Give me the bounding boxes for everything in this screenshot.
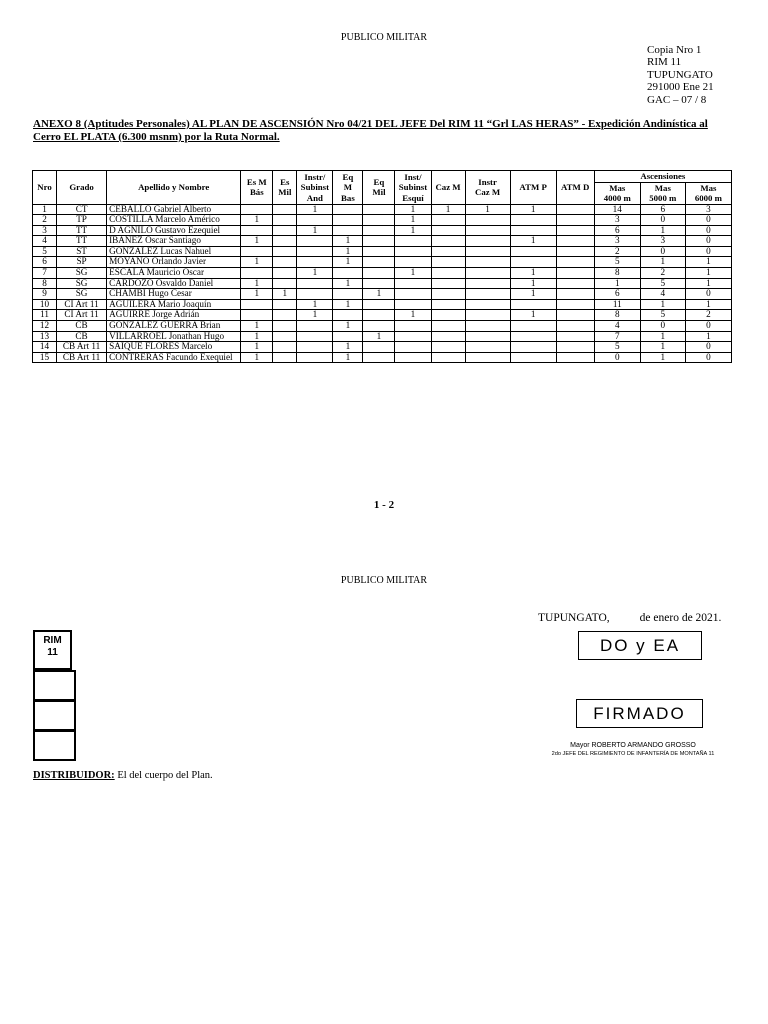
- table-cell: 0: [685, 236, 731, 247]
- table-cell: [465, 299, 510, 310]
- table-cell: [510, 342, 556, 353]
- table-cell: [431, 342, 465, 353]
- table-cell: [297, 236, 333, 247]
- cell-name: VILLARROEL Jonathan Hugo: [107, 331, 241, 342]
- table-cell: [465, 268, 510, 279]
- table-cell: 1: [640, 331, 685, 342]
- header-mas-6000: Mas 6000 m: [685, 182, 731, 204]
- table-row: [33, 299, 732, 310]
- cell-name: D AGNILO Gustavo Ezequiel: [107, 225, 241, 236]
- header-inst-esqui: Inst/ Subinst Esquí: [395, 171, 431, 205]
- table-cell: 1: [333, 342, 363, 353]
- table-cell: 1: [510, 236, 556, 247]
- table-cell: 1: [510, 204, 556, 215]
- table-cell: 1: [241, 257, 273, 268]
- table-cell: [363, 236, 395, 247]
- table-cell: 1: [363, 289, 395, 300]
- table-cell: 0: [640, 321, 685, 332]
- table-cell: [241, 268, 273, 279]
- table-cell: [363, 321, 395, 332]
- copy-line: GAC – 07 / 8: [647, 93, 707, 106]
- table-cell: [241, 310, 273, 321]
- cell-name: IBAÑEZ Oscar Santiago: [107, 236, 241, 247]
- header-instr-caz-m: Instr Caz M: [465, 171, 510, 205]
- table-cell: [333, 310, 363, 321]
- table-cell: [465, 342, 510, 353]
- table-cell: [431, 352, 465, 363]
- table-cell: 7: [33, 268, 57, 279]
- table-cell: [363, 342, 395, 353]
- table-cell: [363, 215, 395, 226]
- table-cell: CB: [57, 321, 107, 332]
- table-cell: 0: [685, 352, 731, 363]
- table-cell: [273, 352, 297, 363]
- table-row: [33, 257, 732, 268]
- header-instr-and: Instr/ Subinst And: [297, 171, 333, 205]
- table-cell: [431, 310, 465, 321]
- cell-name: CONTRERAS Facundo Exequiel: [107, 352, 241, 363]
- distribution: [33, 770, 213, 781]
- table-cell: [556, 236, 594, 247]
- table-cell: [333, 289, 363, 300]
- table-cell: [395, 352, 431, 363]
- table-cell: [273, 246, 297, 257]
- table-cell: 1: [333, 257, 363, 268]
- table-cell: [556, 215, 594, 226]
- table-cell: 1: [363, 331, 395, 342]
- table-cell: [241, 204, 273, 215]
- table-cell: [556, 225, 594, 236]
- stamp-do-y-ea: DO y EA: [578, 631, 702, 660]
- distribution-box: [33, 670, 76, 701]
- table-cell: 2: [33, 215, 57, 226]
- table-cell: [363, 299, 395, 310]
- table-cell: [395, 331, 431, 342]
- table-cell: [465, 215, 510, 226]
- table-cell: CT: [57, 204, 107, 215]
- table-cell: 14: [594, 204, 640, 215]
- table-cell: 1: [297, 204, 333, 215]
- table-cell: [431, 246, 465, 257]
- table-row: [33, 246, 732, 257]
- table-cell: [241, 246, 273, 257]
- table-cell: 1: [685, 257, 731, 268]
- table-cell: [297, 215, 333, 226]
- table-cell: 6: [594, 289, 640, 300]
- table-cell: 1: [395, 225, 431, 236]
- table-cell: CB Art 11: [57, 342, 107, 353]
- table-row: [33, 331, 732, 342]
- table-cell: 1: [640, 299, 685, 310]
- table-cell: 13: [33, 331, 57, 342]
- table-cell: 3: [594, 215, 640, 226]
- table-cell: 1: [241, 278, 273, 289]
- table-cell: 3: [594, 236, 640, 247]
- table-cell: [465, 236, 510, 247]
- copy-block: [647, 44, 714, 106]
- table-cell: [363, 257, 395, 268]
- table-cell: [465, 257, 510, 268]
- header-es-m-bas: Es M Bás: [241, 171, 273, 205]
- distribution-box-rim: RIM 11: [33, 630, 72, 670]
- table-cell: 1: [297, 299, 333, 310]
- table-row: [33, 215, 732, 226]
- table-cell: [395, 299, 431, 310]
- table-cell: 12: [33, 321, 57, 332]
- table-cell: 1: [395, 204, 431, 215]
- table-cell: [431, 299, 465, 310]
- table-cell: 0: [685, 342, 731, 353]
- table-cell: [510, 321, 556, 332]
- aptitudes-table: [32, 170, 732, 363]
- table-cell: [363, 246, 395, 257]
- table-cell: [273, 257, 297, 268]
- table-cell: [431, 268, 465, 279]
- table-cell: [510, 352, 556, 363]
- table-cell: 1: [510, 310, 556, 321]
- table-cell: 0: [685, 215, 731, 226]
- table-cell: [510, 331, 556, 342]
- table-cell: [241, 225, 273, 236]
- table-cell: [273, 331, 297, 342]
- table-cell: 1: [510, 268, 556, 279]
- header-nombre: Apellido y Nombre: [107, 171, 241, 205]
- table-cell: [297, 257, 333, 268]
- table-cell: 4: [640, 289, 685, 300]
- table-cell: [465, 321, 510, 332]
- table-cell: TT: [57, 236, 107, 247]
- table-cell: [333, 215, 363, 226]
- table-cell: 3: [685, 204, 731, 215]
- table-cell: [431, 331, 465, 342]
- table-cell: 1: [640, 352, 685, 363]
- table-cell: 1: [640, 342, 685, 353]
- table-cell: 5: [33, 246, 57, 257]
- table-cell: [395, 321, 431, 332]
- table-cell: 1: [241, 215, 273, 226]
- header-eq-m-bas: Eq M Bas: [333, 171, 363, 205]
- cell-name: CEBALLO Gabriel Alberto: [107, 204, 241, 215]
- table-cell: 1: [431, 204, 465, 215]
- table-cell: 11: [594, 299, 640, 310]
- table-cell: 1: [685, 278, 731, 289]
- table-row: [33, 204, 732, 215]
- copy-line: RIM 11: [647, 56, 682, 69]
- table-cell: [556, 352, 594, 363]
- table-cell: [556, 331, 594, 342]
- table-cell: [431, 215, 465, 226]
- header-atm-p: ATM P: [510, 171, 556, 205]
- table-cell: 0: [594, 352, 640, 363]
- table-cell: 1: [297, 225, 333, 236]
- table-cell: [510, 257, 556, 268]
- table-row: [33, 278, 732, 289]
- cell-name: SAIQUE FLORES Marcelo: [107, 342, 241, 353]
- table-cell: 1: [510, 278, 556, 289]
- table-cell: [297, 321, 333, 332]
- table-cell: 5: [594, 257, 640, 268]
- header-es-mil: Es Mil: [273, 171, 297, 205]
- table-cell: [363, 310, 395, 321]
- table-cell: TP: [57, 215, 107, 226]
- copy-line: TUPUNGATO: [647, 68, 713, 81]
- table-cell: 8: [33, 278, 57, 289]
- table-cell: 1: [594, 278, 640, 289]
- annex-title: ANEXO 8 (Aptitudes Personales) AL PLAN DE ASCENSIÓN Nro 04/21 DEL JEFE Del RIM 11 “Grl LAS HERAS” - Expedición Andinística al Cerro EL PLATA (6.300 msnm) por la Ruta Normal.: [33, 118, 708, 143]
- page-number: 1 - 2: [373, 499, 395, 511]
- table-cell: [431, 278, 465, 289]
- signer-name: Mayor ROBERTO ARMANDO GROSSO: [570, 742, 696, 749]
- table-cell: 14: [33, 342, 57, 353]
- table-cell: [556, 342, 594, 353]
- table-cell: [363, 278, 395, 289]
- table-row: [33, 342, 732, 353]
- table-cell: [333, 225, 363, 236]
- table-cell: 1: [333, 321, 363, 332]
- table-row: [33, 289, 732, 300]
- table-cell: 0: [640, 215, 685, 226]
- table-cell: [333, 268, 363, 279]
- distribution-text: El del cuerpo del Plan.: [114, 770, 213, 781]
- table-cell: [556, 299, 594, 310]
- table-cell: [297, 289, 333, 300]
- table-cell: [363, 204, 395, 215]
- header-caz-m: Caz M: [431, 171, 465, 205]
- table-cell: 1: [685, 331, 731, 342]
- table-cell: 1: [685, 268, 731, 279]
- table-cell: [556, 204, 594, 215]
- table-cell: 1: [333, 352, 363, 363]
- table-cell: [297, 342, 333, 353]
- table-cell: CI Art 11: [57, 299, 107, 310]
- table-cell: [431, 236, 465, 247]
- classification-header: PUBLICO MILITAR: [340, 32, 428, 43]
- copy-line: Copia Nro 1: [647, 44, 702, 56]
- table-cell: 6: [594, 225, 640, 236]
- table-cell: 1: [333, 246, 363, 257]
- table-cell: 1: [465, 204, 510, 215]
- table-cell: [273, 225, 297, 236]
- table-cell: [556, 289, 594, 300]
- table-cell: 5: [640, 310, 685, 321]
- table-cell: [395, 257, 431, 268]
- table-cell: [431, 225, 465, 236]
- date: de enero de 2021.: [639, 612, 722, 624]
- table-cell: [363, 268, 395, 279]
- table-cell: 3: [33, 225, 57, 236]
- table-cell: 2: [685, 310, 731, 321]
- table-cell: [431, 321, 465, 332]
- table-cell: 1: [241, 289, 273, 300]
- table-cell: 1: [33, 204, 57, 215]
- table-cell: [510, 215, 556, 226]
- table-cell: [273, 268, 297, 279]
- cell-name: CHAMBI Hugo Cesar: [107, 289, 241, 300]
- table-cell: [395, 236, 431, 247]
- table-cell: CB Art 11: [57, 352, 107, 363]
- table-cell: 8: [594, 268, 640, 279]
- header-atm-d: ATM D: [556, 171, 594, 205]
- cell-name: GONZALEZ Lucas Nahuel: [107, 246, 241, 257]
- table-row: [33, 268, 732, 279]
- table-cell: [395, 342, 431, 353]
- table-cell: 6: [33, 257, 57, 268]
- table-cell: 9: [33, 289, 57, 300]
- table-cell: [241, 299, 273, 310]
- cell-name: AGUILERA Mario Joaquín: [107, 299, 241, 310]
- cell-name: ESCALA Mauricio Oscar: [107, 268, 241, 279]
- table-cell: [363, 225, 395, 236]
- table-cell: 10: [33, 299, 57, 310]
- table-row: [33, 352, 732, 363]
- table-cell: 1: [241, 331, 273, 342]
- cell-name: COSTILLA Marcelo Américo: [107, 215, 241, 226]
- table-cell: [395, 278, 431, 289]
- header-mas-5000: Mas 5000 m: [640, 182, 685, 204]
- table-cell: 1: [241, 342, 273, 353]
- table-cell: 2: [640, 268, 685, 279]
- table-cell: [465, 310, 510, 321]
- table-cell: 0: [640, 246, 685, 257]
- table-cell: 1: [395, 268, 431, 279]
- table-cell: [510, 225, 556, 236]
- classification-header-2: PUBLICO MILITAR: [340, 575, 428, 586]
- table-cell: 0: [685, 321, 731, 332]
- cell-name: GONZALEZ GUERRA Brian: [107, 321, 241, 332]
- table-cell: [297, 246, 333, 257]
- place: TUPUNGATO,: [538, 612, 610, 624]
- distribution-box: [33, 700, 76, 731]
- table-cell: 1: [241, 352, 273, 363]
- header-nro: Nro: [33, 171, 57, 205]
- table-cell: [273, 299, 297, 310]
- header-grado: Grado: [57, 171, 107, 205]
- table-cell: 1: [685, 299, 731, 310]
- table-cell: [395, 246, 431, 257]
- table-cell: 1: [333, 278, 363, 289]
- table-cell: 0: [685, 225, 731, 236]
- header-eq-mil: Eq Mil: [363, 171, 395, 205]
- table-cell: [333, 331, 363, 342]
- table-cell: [465, 225, 510, 236]
- table-cell: [465, 278, 510, 289]
- table-cell: [556, 310, 594, 321]
- table-cell: [556, 246, 594, 257]
- table-cell: [465, 289, 510, 300]
- table-cell: 1: [241, 236, 273, 247]
- table-cell: 4: [594, 321, 640, 332]
- table-cell: 5: [640, 278, 685, 289]
- table-cell: CI Art 11: [57, 310, 107, 321]
- header-mas-4000: Mas 4000 m: [594, 182, 640, 204]
- table-cell: [556, 321, 594, 332]
- table-cell: [465, 331, 510, 342]
- table-cell: CB: [57, 331, 107, 342]
- table-cell: 7: [594, 331, 640, 342]
- stamp-firmado: FIRMADO: [576, 699, 703, 728]
- table-cell: 1: [297, 268, 333, 279]
- table-cell: 1: [333, 236, 363, 247]
- table-row: [33, 225, 732, 236]
- table-cell: TT: [57, 225, 107, 236]
- cell-name: AGUIRRE Jorge Adrián: [107, 310, 241, 321]
- table-cell: [273, 278, 297, 289]
- cell-name: CARDOZO Osvaldo Daniel: [107, 278, 241, 289]
- table-cell: SG: [57, 278, 107, 289]
- table-cell: 2: [594, 246, 640, 257]
- table-cell: 1: [297, 310, 333, 321]
- table-cell: SP: [57, 257, 107, 268]
- table-body: [33, 204, 732, 363]
- table-cell: 1: [241, 321, 273, 332]
- table-cell: SG: [57, 289, 107, 300]
- table-cell: [465, 352, 510, 363]
- table-cell: [273, 215, 297, 226]
- cell-name: MOYANO Orlando Javier: [107, 257, 241, 268]
- copy-line: 291000 Ene 21: [647, 81, 714, 94]
- table-cell: 8: [594, 310, 640, 321]
- table-cell: [297, 278, 333, 289]
- table-cell: 1: [640, 257, 685, 268]
- table-cell: ST: [57, 246, 107, 257]
- table-cell: [431, 289, 465, 300]
- table-cell: [273, 236, 297, 247]
- place-date: [538, 612, 721, 624]
- table-cell: 1: [640, 225, 685, 236]
- table-row: [33, 321, 732, 332]
- table-cell: 15: [33, 352, 57, 363]
- table-cell: [273, 321, 297, 332]
- table-cell: 0: [685, 246, 731, 257]
- table-cell: [556, 257, 594, 268]
- table-cell: [297, 331, 333, 342]
- table-cell: 1: [510, 289, 556, 300]
- table-cell: 0: [685, 289, 731, 300]
- table-cell: 1: [395, 310, 431, 321]
- table-cell: 5: [594, 342, 640, 353]
- table-cell: [273, 310, 297, 321]
- table-cell: 1: [273, 289, 297, 300]
- table-cell: [556, 278, 594, 289]
- distribution-label: DISTRIBUIDOR:: [33, 770, 115, 781]
- table-row: [33, 236, 732, 247]
- table-row: [33, 310, 732, 321]
- table-cell: [556, 268, 594, 279]
- table-cell: [465, 246, 510, 257]
- table-cell: [363, 352, 395, 363]
- table-cell: [333, 204, 363, 215]
- table-cell: 4: [33, 236, 57, 247]
- table-cell: 11: [33, 310, 57, 321]
- table-cell: [510, 246, 556, 257]
- table-cell: SG: [57, 268, 107, 279]
- header-ascensiones: Ascensiones: [594, 171, 731, 183]
- table-cell: [395, 289, 431, 300]
- table-cell: 1: [333, 299, 363, 310]
- table-cell: 1: [395, 215, 431, 226]
- table-cell: [510, 299, 556, 310]
- table-cell: [431, 257, 465, 268]
- signer-title: 2do JEFE DEL REGIMIENTO DE INFANTERÍA DE MONTAÑA 11: [551, 751, 715, 757]
- table-cell: [297, 352, 333, 363]
- table-cell: 6: [640, 204, 685, 215]
- table-cell: [273, 342, 297, 353]
- table-cell: 3: [640, 236, 685, 247]
- distribution-box: [33, 730, 76, 761]
- table-cell: [273, 204, 297, 215]
